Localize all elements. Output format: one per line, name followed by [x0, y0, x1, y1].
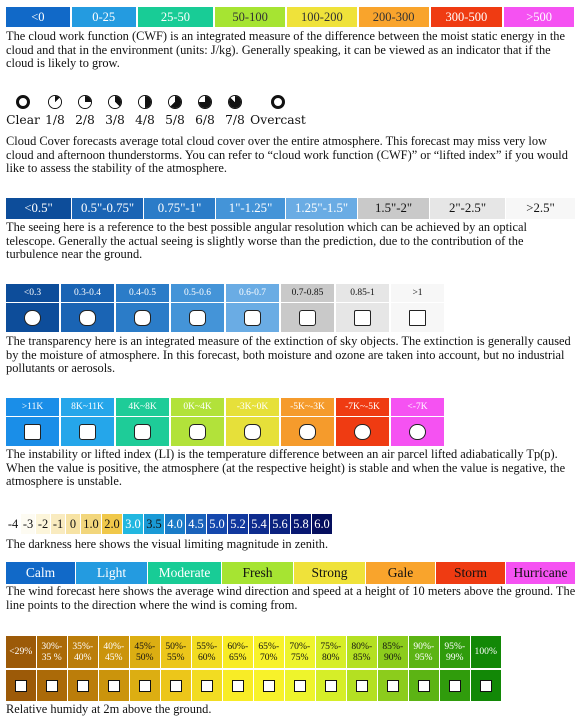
- humidity-cell: [68, 636, 98, 702]
- cloud-cover-label: 3/8: [105, 113, 125, 127]
- humidity-cell: [130, 636, 160, 702]
- transparency-cell: [336, 284, 389, 332]
- lifted-index-icon: [299, 424, 316, 440]
- humidity-label: 70%- 75%: [285, 636, 315, 668]
- cwf-cell: 25-50: [138, 7, 214, 27]
- transparency-cell: [116, 284, 169, 332]
- transparency-label: <0.3: [6, 284, 59, 302]
- transparency-cell: [391, 284, 444, 332]
- seeing-cell: 1.25"-1.5": [286, 198, 357, 219]
- humidity-icon: [449, 680, 461, 692]
- humidity-cell: [254, 636, 284, 702]
- humidity-label: 60%- 65%: [223, 636, 253, 668]
- humidity-icon-cell: [130, 670, 160, 701]
- lifted-index-icon: [354, 424, 371, 440]
- transparency-label: 0.3-0.4: [61, 284, 114, 302]
- humidity-icon: [108, 680, 120, 692]
- transparency-cell: [281, 284, 334, 332]
- cwf-cell: 0-25: [72, 7, 136, 27]
- humidity-icon-cell: [161, 670, 191, 701]
- lifted-index-icon-cell: [61, 417, 114, 446]
- humidity-icon-cell: [316, 670, 346, 701]
- humidity-icon: [418, 680, 430, 692]
- humidity-icon: [325, 680, 337, 692]
- cloud-cover-item: [130, 94, 160, 128]
- cloud-cover-icon: [108, 95, 122, 109]
- darkness-cell: -3: [21, 514, 35, 534]
- humidity-label: 45%- 50%: [130, 636, 160, 668]
- darkness-cell: 4.5: [186, 514, 206, 534]
- humidity-icon: [15, 680, 27, 692]
- wind-legend: [6, 562, 576, 584]
- humidity-icon-cell: [99, 670, 129, 701]
- lifted-index-cell: [281, 398, 334, 446]
- humidity-icon-cell: [440, 670, 470, 701]
- lifted-index-icon-cell: [171, 417, 224, 446]
- seeing-cell: >2.5": [506, 198, 575, 219]
- lifted-index-label: 4K~8K: [116, 398, 169, 416]
- wind-cell: Fresh: [222, 562, 293, 584]
- darkness-cell: 1.0: [81, 514, 101, 534]
- humidity-icon-cell: [254, 670, 284, 701]
- lifted-index-icon: [244, 424, 261, 440]
- humidity-label: 30%- 35 %: [37, 636, 67, 668]
- humidity-cell: [192, 636, 222, 702]
- cloud-cover-label: 5/8: [165, 113, 185, 127]
- cloud-cover-icon: [78, 95, 92, 109]
- cloud-cover-item: [160, 94, 190, 128]
- humidity-icon-cell: [6, 670, 36, 701]
- humidity-icon-cell: [223, 670, 253, 701]
- transparency-description: The transparency here is an integrated measure of the extinction of sky objects. The extinction is generally caused by the moisture of atmosphere. In this forecast, both moisture and ozone are taken into account, but no industrial pollutants or aerosols.: [6, 334, 571, 376]
- lifted-index-icon: [79, 424, 96, 440]
- transparency-icon: [24, 310, 41, 326]
- darkness-cell: 0: [66, 514, 80, 534]
- transparency-icon-cell: [281, 303, 334, 332]
- transparency-cell: [226, 284, 279, 332]
- transparency-label: 0.5-0.6: [171, 284, 224, 302]
- lifted-index-icon: [134, 424, 151, 440]
- transparency-icon: [299, 310, 316, 326]
- transparency-icon: [409, 310, 426, 326]
- cloud-cover-icon: [168, 95, 182, 109]
- cloud-cover-icon: [48, 95, 62, 109]
- humidity-cell: [285, 636, 315, 702]
- wind-cell: Hurricane: [506, 562, 575, 584]
- wind-cell: Moderate: [148, 562, 221, 584]
- humidity-icon-cell: [409, 670, 439, 701]
- cloud-cover-item: [70, 94, 100, 128]
- humidity-icon: [294, 680, 306, 692]
- transparency-icon-cell: [391, 303, 444, 332]
- cwf-legend: [6, 7, 576, 27]
- lifted-index-icon: [189, 424, 206, 440]
- darkness-cell: 5.8: [291, 514, 311, 534]
- cloud-cover-label: Overcast: [250, 113, 306, 127]
- darkness-cell: 3.0: [123, 514, 143, 534]
- humidity-label: 35%- 40%: [68, 636, 98, 668]
- lifted-index-icon-cell: [6, 417, 59, 446]
- transparency-icon-cell: [6, 303, 59, 332]
- cloud-cover-label: 4/8: [135, 113, 155, 127]
- lifted-index-label: >11K: [6, 398, 59, 416]
- humidity-label: 75%- 80%: [316, 636, 346, 668]
- cloud-cover-item: [100, 94, 130, 128]
- humidity-label: 50%- 55%: [161, 636, 191, 668]
- humidity-icon-cell: [347, 670, 377, 701]
- lifted-index-cell: [336, 398, 389, 446]
- cwf-cell: 300-500: [431, 7, 503, 27]
- humidity-label: 85%- 90%: [378, 636, 408, 668]
- transparency-icon: [79, 310, 96, 326]
- cwf-cell: <0: [6, 7, 70, 27]
- lifted-index-icon-cell: [226, 417, 279, 446]
- lifted-index-cell: [61, 398, 114, 446]
- humidity-label: 65%- 70%: [254, 636, 284, 668]
- transparency-icon: [244, 310, 261, 326]
- lifted-index-cell: [116, 398, 169, 446]
- cloud-cover-icon: [16, 95, 30, 109]
- darkness-cell: 5.4: [249, 514, 269, 534]
- cloud-cover-label: 6/8: [195, 113, 215, 127]
- humidity-icon-cell: [285, 670, 315, 701]
- humidity-icon: [201, 680, 213, 692]
- humidity-cell: [440, 636, 470, 702]
- humidity-cell: [471, 636, 501, 702]
- humidity-cell: [6, 636, 36, 702]
- cloud-cover-item: [40, 94, 70, 128]
- lifted-description: The instability or lifted index (LI) is the temperature difference between an air parcel lifted adiabatically Tp(p). When the value is positive, the atmosphere (at the respective height) is stable and when the value is negative, the atmosphere is unstable.: [6, 447, 566, 489]
- cwf-description: The cloud work function (CWF) is an integrated measure of the difference between the moist static energy in the cloud and that in the environment (units: J/kg). Generally speaking, it can be viewed as an indicator that if the cloud is likely to grow.: [6, 29, 565, 71]
- transparency-label: 0.85-1: [336, 284, 389, 302]
- humidity-cell: [347, 636, 377, 702]
- humidity-icon: [356, 680, 368, 692]
- humidity-cell: [223, 636, 253, 702]
- transparency-icon-cell: [116, 303, 169, 332]
- cloud-cover-legend: [6, 94, 336, 128]
- lifted-index-icon-cell: [391, 417, 444, 446]
- humidity-label: 55%- 60%: [192, 636, 222, 668]
- transparency-label: >1: [391, 284, 444, 302]
- humidity-icon-cell: [471, 670, 501, 701]
- cloud-cover-label: Clear: [6, 113, 40, 127]
- seeing-cell: 2"-2.5": [430, 198, 505, 219]
- lifted-index-icon: [24, 424, 41, 440]
- seeing-cell: 0.75"-1": [144, 198, 215, 219]
- darkness-cell: 5.6: [270, 514, 290, 534]
- darkness-legend: [6, 514, 366, 534]
- lifted-index-cell: [391, 398, 444, 446]
- humidity-label: 80%- 85%: [347, 636, 377, 668]
- humidity-icon-cell: [378, 670, 408, 701]
- cloud-cover-item: [250, 94, 306, 128]
- lifted-index-label: 8K~11K: [61, 398, 114, 416]
- transparency-label: 0.7-0.85: [281, 284, 334, 302]
- wind-cell: Calm: [6, 562, 75, 584]
- humidity-icon: [480, 680, 492, 692]
- lifted-index-label: 0K~4K: [171, 398, 224, 416]
- humidity-icon: [77, 680, 89, 692]
- humidity-label: <29%: [6, 636, 36, 668]
- cwf-cell: >500: [504, 7, 574, 27]
- humidity-icon: [170, 680, 182, 692]
- humidity-icon: [139, 680, 151, 692]
- lifted-index-label: -5K~-3K: [281, 398, 334, 416]
- seeing-legend: [6, 198, 576, 219]
- cloud-cover-icon: [138, 95, 152, 109]
- humidity-icon: [263, 680, 275, 692]
- cloud-cover-item: [6, 94, 40, 128]
- lifted-index-label: <-7K: [391, 398, 444, 416]
- humidity-icon: [232, 680, 244, 692]
- seeing-cell: 1.5"-2": [358, 198, 429, 219]
- humidity-cell: [378, 636, 408, 702]
- lifted-index-cell: [171, 398, 224, 446]
- lifted-index-icon: [409, 424, 426, 440]
- lifted-index-icon-cell: [281, 417, 334, 446]
- cloud-cover-icon: [198, 95, 212, 109]
- wind-cell: Light: [76, 562, 147, 584]
- humidity-cell: [409, 636, 439, 702]
- cloud-description: Cloud Cover forecasts average total cloud cover over the entire atmosphere. This forecast may miss very low cloud and afternoon thunderstorms. You can refer to “cloud work function (CWF)” or “lifted index” if you would like to assess the stability of the atmosphere.: [6, 134, 568, 176]
- transparency-label: 0.6-0.7: [226, 284, 279, 302]
- humidity-icon-cell: [192, 670, 222, 701]
- humidity-label: 40%- 45%: [99, 636, 129, 668]
- cloud-cover-icon: [271, 95, 285, 109]
- transparency-legend: [6, 284, 446, 332]
- transparency-cell: [171, 284, 224, 332]
- darkness-cell: 6.0: [312, 514, 332, 534]
- lifted-index-legend: [6, 398, 446, 446]
- cwf-cell: 200-300: [359, 7, 429, 27]
- darkness-cell: 5.0: [207, 514, 227, 534]
- cwf-cell: 100-200: [287, 7, 357, 27]
- lifted-index-label: -3K~0K: [226, 398, 279, 416]
- cloud-cover-label: 1/8: [45, 113, 65, 127]
- humidity-label: 100%: [471, 636, 501, 668]
- darkness-cell: 4.0: [165, 514, 185, 534]
- transparency-icon-cell: [226, 303, 279, 332]
- transparency-cell: [61, 284, 114, 332]
- darkness-description: The darkness here shows the visual limiting magnitude in zenith.: [6, 537, 329, 551]
- transparency-icon: [134, 310, 151, 326]
- humidity-cell: [99, 636, 129, 702]
- humidity-icon-cell: [68, 670, 98, 701]
- darkness-cell: 3.5: [144, 514, 164, 534]
- transparency-cell: [6, 284, 59, 332]
- lifted-index-cell: [6, 398, 59, 446]
- darkness-cell: 2.0: [102, 514, 122, 534]
- darkness-cell: -2: [36, 514, 50, 534]
- darkness-cell: -1: [51, 514, 65, 534]
- wind-cell: Storm: [436, 562, 505, 584]
- transparency-icon-cell: [61, 303, 114, 332]
- humidity-label: 95%- 99%: [440, 636, 470, 668]
- darkness-cell: -4: [6, 514, 20, 534]
- cwf-cell: 50-100: [215, 7, 285, 27]
- humidity-legend: [6, 636, 502, 702]
- cloud-cover-label: 7/8: [225, 113, 245, 127]
- wind-description: The wind forecast here shows the average wind direction and speed at a height of 10 meters above the ground. The line points to the direction where the wind is coming from.: [6, 584, 576, 612]
- lifted-index-icon-cell: [336, 417, 389, 446]
- humidity-cell: [161, 636, 191, 702]
- transparency-icon-cell: [336, 303, 389, 332]
- humidity-icon-cell: [37, 670, 67, 701]
- cloud-cover-label: 2/8: [75, 113, 95, 127]
- humidity-cell: [37, 636, 67, 702]
- cloud-cover-item: [220, 94, 250, 128]
- seeing-cell: 0.5"-0.75": [72, 198, 143, 219]
- wind-cell: Strong: [294, 562, 365, 584]
- lifted-index-icon-cell: [116, 417, 169, 446]
- humidity-label: 90%- 95%: [409, 636, 439, 668]
- darkness-cell: 5.2: [228, 514, 248, 534]
- humidity-icon: [46, 680, 58, 692]
- humidity-icon: [387, 680, 399, 692]
- cloud-cover-item: [190, 94, 220, 128]
- lifted-index-cell: [226, 398, 279, 446]
- transparency-icon: [354, 310, 371, 326]
- seeing-description: The seeing here is a reference to the best possible angular resolution which can be achieved by an optical telescope. Generally the actual seeing is slightly worse than the prediction, due to the contribution of the turbulence near the ground.: [6, 220, 527, 262]
- lifted-index-label: -7K~-5K: [336, 398, 389, 416]
- seeing-cell: <0.5": [6, 198, 71, 219]
- wind-cell: Gale: [366, 562, 435, 584]
- humidity-cell: [316, 636, 346, 702]
- seeing-cell: 1"-1.25": [216, 198, 285, 219]
- cloud-cover-icon: [228, 95, 242, 109]
- transparency-icon-cell: [171, 303, 224, 332]
- transparency-icon: [189, 310, 206, 326]
- humidity-description: Relative humidy at 2m above the ground.: [6, 702, 212, 716]
- transparency-label: 0.4-0.5: [116, 284, 169, 302]
